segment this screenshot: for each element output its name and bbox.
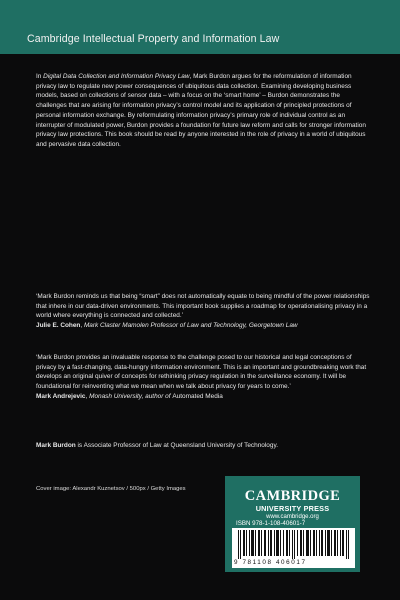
publisher-url: www.cambridge.org (266, 514, 319, 520)
endorser-affiliation: Monash University (89, 392, 142, 400)
endorser-book: Automated Media (172, 392, 223, 400)
book-title: Digital Data Collection and Information Privacy Law (43, 73, 190, 80)
barcode-bars-icon (238, 530, 349, 559)
publisher-logo-name: CAMBRIDGE (244, 488, 341, 504)
quote-text: ‘Mark Burdon provides an invaluable response to the challenge posed to our historical and legal conceptions of privacy by a fast-changing, data-hungry information environment. This is an important and groundbreaking work that develops an original quiver of concepts for rethinking privacy regulation in the surveillance economy. It will be foundational for reinventing what we mean when we talk about privacy for years to come.’ (36, 354, 367, 391)
book-blurb (36, 72, 371, 150)
blurb-text: , Mark Burdon argues for the reformulation of information privacy law to regulate new power consequences of ubiquitous data collection. Examining developing business models, based on collections of sensor data – with a focus on the ‘smart home’ – Burdon demonstrates the challenges that are arising for information privacy’s control model and its application of principled protections of personal information exchange. By reformulating information privacy’s primary role of individual control as an interrupter of modulated power, Burdon provides a foundation for future law reform and calls for stronger information privacy law protections. This book should be read by anyone interested in the role of privacy in a world of ubiquitous and pervasive data collection. (36, 73, 366, 148)
barcode-digits: 9 781108 406017 (234, 559, 307, 566)
author-name: Mark Burdon (36, 442, 76, 449)
endorser-sep: , author of (141, 392, 173, 400)
series-title: Cambridge Intellectual Property and Information Law (27, 33, 280, 45)
endorser-affiliation: Mark Claster Mamolen Professor of Law and Technology, Georgetown Law (83, 322, 298, 330)
author-bio (36, 441, 371, 451)
author-bio-text: is Associate Professor of Law at Queensland University of Technology. (75, 442, 278, 449)
series-header-bar (0, 0, 400, 54)
barcode (232, 528, 355, 568)
endorsement-cohen: ‘Mark Burdon reminds us that being “smart” does not automatically equate to being mindful of the power relationships that inhere in our data-driven environments. This important book supplies a roadmap for operationalising privacy in a world where everything is connected and collected.’ Julie E. Cohen, Mark Claster Mamolen Professor of Law and Technology, Georgetown Law (36, 293, 370, 330)
isbn-label: ISBN 978-1-108-40601-7 (236, 520, 306, 527)
endorser-name: Julie E. Cohen (36, 322, 81, 330)
cover-image-credit: Cover image: Alexandr Kuznetsov / 500px / Getty Images (36, 486, 186, 492)
endorsement-andrejevic: ‘Mark Burdon provides an invaluable response to the challenge posed to our historical and legal conceptions of privacy by a fast-changing, data-hungry information environment. This is an important and groundbreaking work that develops an original quiver of concepts for rethinking privacy regulation in the surveillance economy. It will be foundational for reinventing what we mean when we talk about privacy for years to come.’ Mark Andrejevic, Monash University, author of Automated Media (36, 353, 371, 402)
endorser-name: Mark Andrejevic (36, 392, 86, 400)
blurb-intro: In (36, 73, 44, 80)
quote-text: ‘Mark Burdon reminds us that being “smart” does not automatically equate to being mindful of the power relationships that inhere in our data-driven environments. This important book supplies a roadmap for operationalising privacy in a world where everything is connected and collected.’ (36, 293, 370, 320)
publisher-logo-sub: UNIVERSITY PRESS (255, 504, 330, 513)
